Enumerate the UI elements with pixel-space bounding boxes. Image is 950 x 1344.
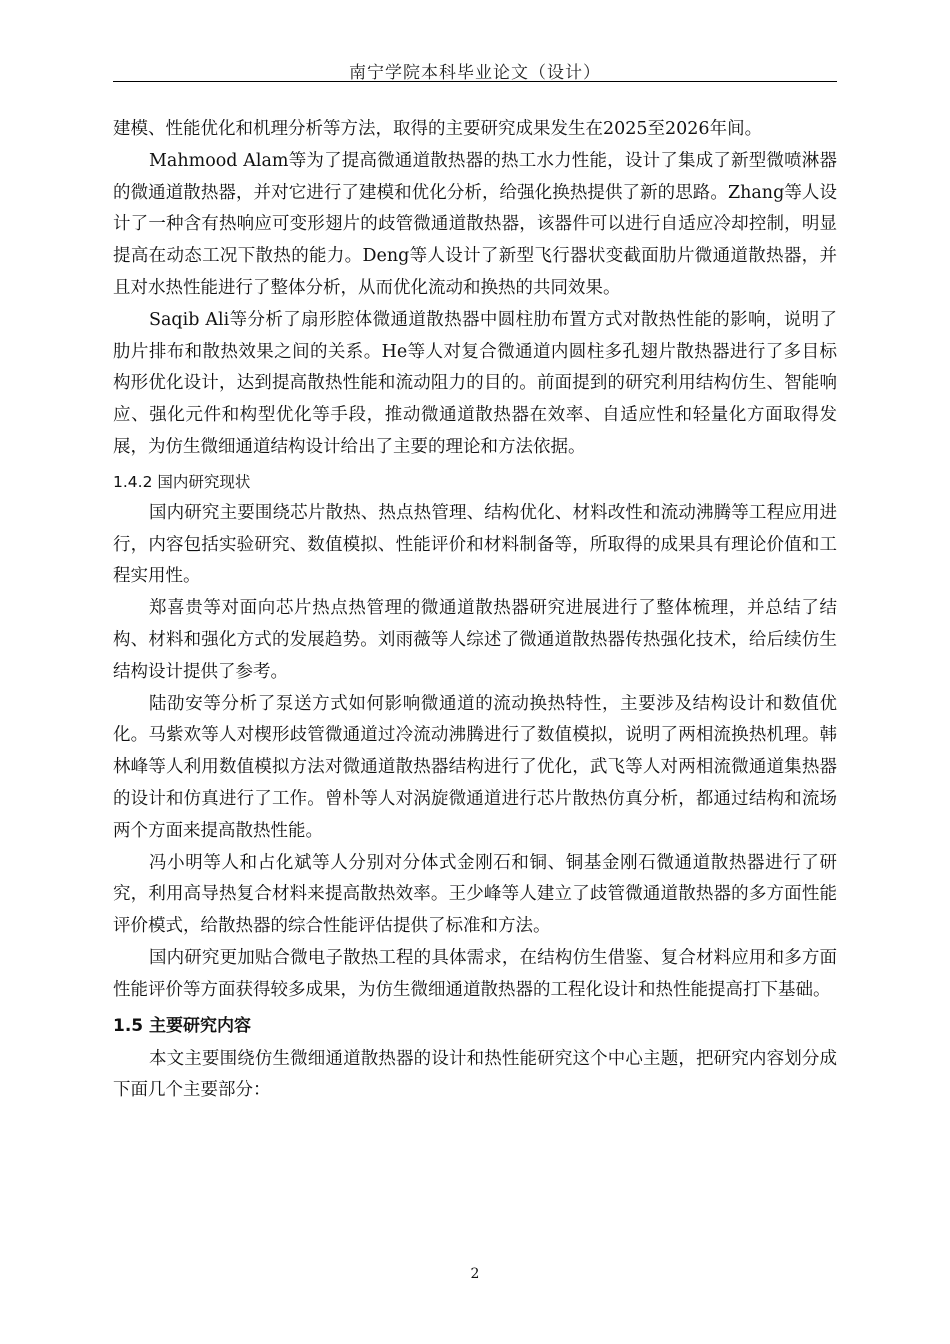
section-heading: 1.5 主要研究内容: [113, 1015, 252, 1036]
paragraph: 陆劭安等分析了泵送方式如何影响微通道的流动换热特性，主要涉及结构设计和数值优化。马紫欢等人对楔形歧管微通道过冷流动沸腾进行了数值模拟，说明了两相流换热机理。韩林峰等人利用数值模拟方法对微通道散热器结构进行了优化，武飞等人对两相流微通道集热器的设计和仿真进行了工作。曾朴等人对涡旋微通道进行芯片散热仿真分析，都通过结构和流场两个方面来提高散热性能。: [113, 693, 837, 841]
running-header: 南宁学院本科毕业论文（设计）: [349, 63, 601, 83]
paragraph: 国内研究更加贴合微电子散热工程的具体需求，在结构仿生借鉴、复合材料应用和多方面性能评价等方面获得较多成果，为仿生微细通道散热器的工程化设计和热性能提高打下基础。: [113, 947, 837, 1000]
paragraph: 郑喜贵等对面向芯片热点热管理的微通道散热器研究进展进行了整体梳理，并总结了结构、材料和强化方式的发展趋势。刘雨薇等人综述了微通道散热器传热强化技术，给后续仿生结构设计提供了参考。: [113, 598, 837, 682]
paragraph: 国内研究主要围绕芯片散热、热点热管理、结构优化、材料改性和流动沸腾等工程应用进行，内容包括实验研究、数值模拟、性能评价和材料制备等，所取得的成果具有理论价值和工程实用性。: [113, 502, 837, 587]
paragraph: 冯小明等人和占化斌等人分别对分体式金刚石和铜、铜基金刚石微通道散热器进行了研究，利用高导热复合材料来提高散热效率。王少峰等人建立了歧管微通道散热器的多方面性能评价模式，给散热器的综合性能评估提供了标准和方法。: [113, 852, 837, 937]
subsection-heading: 1.4.2 国内研究现状: [113, 472, 251, 491]
header-rule: [113, 81, 837, 82]
paragraph: Saqib Ali等分析了扇形腔体微通道散热器中圆柱肋布置方式对散热性能的影响，说明了肋片排布和散热效果之间的关系。He等人对复合微通道内圆柱多孔翅片散热器进行了多目标构形优化设计，达到提高散热性能和流动阻力的目的。前面提到的研究利用结构仿生、智能响应、强化元件和构型优化等手段，推动微通道散热器在效率、自适应性和轻量化方面取得发展，为仿生微细通道结构设计给出了主要的理论和方法依据。: [113, 309, 837, 457]
body-text: [113, 114, 837, 1107]
page-number: 2: [470, 1266, 480, 1282]
paragraph: 建模、性能优化和机理分析等方法，取得的主要研究成果发生在2025至2026年间。: [113, 119, 763, 139]
paragraph: Mahmood Alam等为了提高微通道散热器的热工水力性能，设计了集成了新型微喷淋器的微通道散热器，并对它进行了建模和优化分析，给强化换热提供了新的思路。Zhang等人设计了一种含有热响应可变形翅片的歧管微通道散热器，该器件可以进行自适应冷却控制，明显提高在动态工况下散热的能力。Deng等人设计了新型飞行器状变截面肋片微通道散热器，并且对水热性能进行了整体分析，从而优化流动和换热的共同效果。: [113, 150, 837, 298]
paragraph: 本文主要围绕仿生微细通道散热器的设计和热性能研究这个中心主题，把研究内容划分成下面几个主要部分：: [113, 1048, 837, 1101]
